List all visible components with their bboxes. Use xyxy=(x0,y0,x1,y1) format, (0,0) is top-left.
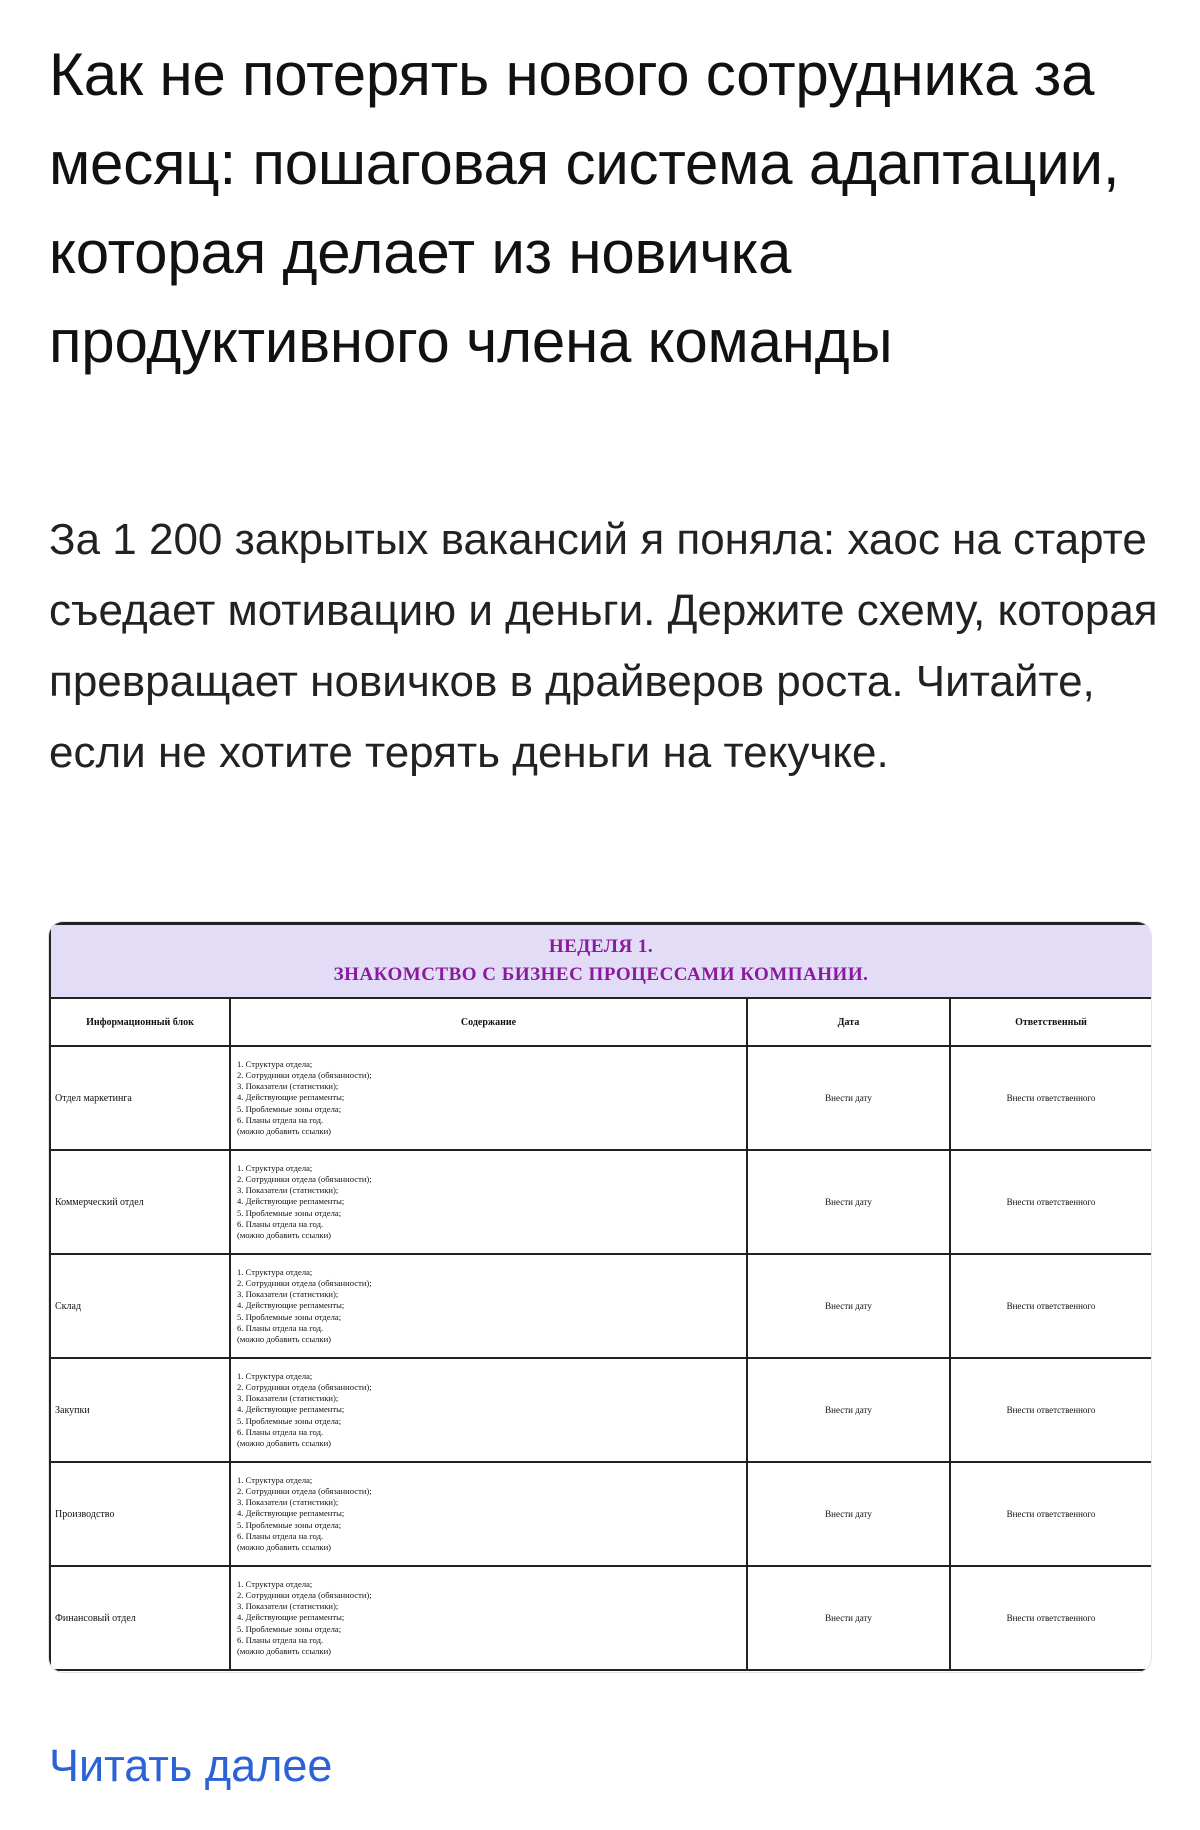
row-date: Внести дату xyxy=(747,1566,950,1670)
content-list-item: 1. Структура отдела; xyxy=(237,1578,313,1589)
row-responsible: Внести ответственного xyxy=(950,1462,1151,1566)
content-list xyxy=(231,1577,746,1659)
table-banner-row xyxy=(50,924,1151,999)
row-info-block: Закупки xyxy=(50,1358,230,1462)
content-list-item: 4. Действующие регламенты; xyxy=(237,1612,345,1623)
content-list-item: (можно добавить ссылки) xyxy=(237,1334,332,1344)
content-list-item: 6. Планы отдела на год. xyxy=(237,1634,324,1645)
row-info-block: Коммерческий отдел xyxy=(50,1150,230,1254)
row-responsible: Внести ответственного xyxy=(950,1566,1151,1670)
header-info-block: Информационный блок xyxy=(50,998,230,1046)
content-list-item: 3. Показатели (статистики); xyxy=(237,1601,339,1612)
post-image-adaptation-table[interactable] xyxy=(49,922,1151,1672)
content-list-item: 4. Действующие регламенты; xyxy=(237,1092,345,1103)
content-list-item: 1. Структура отдела; xyxy=(237,1474,313,1485)
row-content xyxy=(230,1566,747,1670)
post-title[interactable]: Как не потерять нового сотрудника за месяц: пошаговая система адаптации, которая делает из новичка продуктивного члена команды xyxy=(49,41,1120,375)
row-date: Внести дату xyxy=(747,1150,950,1254)
content-list xyxy=(231,1161,746,1243)
row-content xyxy=(230,1254,747,1358)
content-list-item: 4. Действующие регламенты; xyxy=(237,1300,345,1311)
table-row xyxy=(50,1462,1151,1566)
content-list-item: 3. Показатели (статистики); xyxy=(237,1081,339,1092)
content-list-item: 3. Показатели (статистики); xyxy=(237,1185,339,1196)
row-responsible: Внести ответственного xyxy=(950,1046,1151,1150)
content-list xyxy=(231,1369,746,1451)
content-list-item: (можно добавить ссылки) xyxy=(237,1126,332,1136)
row-info-block: Производство xyxy=(50,1462,230,1566)
row-content xyxy=(230,1462,747,1566)
content-list-item: 4. Действующие регламенты; xyxy=(237,1508,345,1519)
content-list xyxy=(231,1265,746,1347)
content-list-item: 1. Структура отдела; xyxy=(237,1266,313,1277)
table-row xyxy=(50,1254,1151,1358)
row-content xyxy=(230,1358,747,1462)
content-list-item: 6. Планы отдела на год. xyxy=(237,1218,324,1229)
row-responsible: Внести ответственного xyxy=(950,1358,1151,1462)
content-list-item: (можно добавить ссылки) xyxy=(237,1542,332,1552)
header-date: Дата xyxy=(747,998,950,1046)
content-list-item: (можно добавить ссылки) xyxy=(237,1438,332,1448)
table-row xyxy=(50,1566,1151,1670)
content-list-item: 3. Показатели (статистики); xyxy=(237,1289,339,1300)
table-row xyxy=(50,1046,1151,1150)
row-content xyxy=(230,1046,747,1150)
row-date: Внести дату xyxy=(747,1254,950,1358)
banner-week-title: НЕДЕЛЯ 1. xyxy=(548,936,654,957)
content-list-item: 5. Проблемные зоны отдела; xyxy=(237,1103,342,1114)
content-list-item: 1. Структура отдела; xyxy=(237,1370,313,1381)
header-content: Содержание xyxy=(230,998,747,1046)
content-list-item: 4. Действующие регламенты; xyxy=(237,1196,345,1207)
row-date: Внести дату xyxy=(747,1046,950,1150)
header-responsible: Ответственный xyxy=(950,998,1151,1046)
row-date: Внести дату xyxy=(747,1358,950,1462)
content-list-item: 2. Сотрудники отдела (обязанности); xyxy=(237,1173,372,1184)
content-list-item: 6. Планы отдела на год. xyxy=(237,1322,324,1333)
content-list-item: 1. Структура отдела; xyxy=(237,1162,313,1173)
content-list-item: (можно добавить ссылки) xyxy=(237,1646,332,1656)
row-responsible: Внести ответственного xyxy=(950,1150,1151,1254)
content-list-item: 2. Сотрудники отдела (обязанности); xyxy=(237,1277,372,1288)
content-list-item: 3. Показатели (статистики); xyxy=(237,1497,339,1508)
content-list-item: 6. Планы отдела на год. xyxy=(237,1426,324,1437)
content-list-item: 5. Проблемные зоны отдела; xyxy=(237,1311,342,1322)
row-date: Внести дату xyxy=(747,1462,950,1566)
banner-subtitle: ЗНАКОМСТВО С БИЗНЕС ПРОЦЕССАМИ КОМПАНИИ. xyxy=(333,964,869,985)
content-list-item: 2. Сотрудники отдела (обязанности); xyxy=(237,1381,372,1392)
read-more-link[interactable]: Читать далее xyxy=(49,1740,333,1791)
row-info-block: Склад xyxy=(50,1254,230,1358)
content-list-item: 4. Действующие регламенты; xyxy=(237,1404,345,1415)
content-list-item: 5. Проблемные зоны отдела; xyxy=(237,1415,342,1426)
content-list-item: 5. Проблемные зоны отдела; xyxy=(237,1623,342,1634)
content-list-item: 2. Сотрудники отдела (обязанности); xyxy=(237,1589,372,1600)
table-banner xyxy=(50,924,1151,999)
content-list-item: 5. Проблемные зоны отдела; xyxy=(237,1519,342,1530)
table-header-row xyxy=(50,998,1151,1046)
row-responsible: Внести ответственного xyxy=(950,1254,1151,1358)
content-list-item: 6. Планы отдела на год. xyxy=(237,1114,324,1125)
content-list-item: 2. Сотрудники отдела (обязанности); xyxy=(237,1485,372,1496)
adaptation-table xyxy=(49,922,1151,1671)
content-list-item: 2. Сотрудники отдела (обязанности); xyxy=(237,1069,372,1080)
content-list xyxy=(231,1473,746,1555)
row-content xyxy=(230,1150,747,1254)
content-list-item: (можно добавить ссылки) xyxy=(237,1230,332,1240)
content-list-item: 3. Показатели (статистики); xyxy=(237,1393,339,1404)
content-list-item: 5. Проблемные зоны отдела; xyxy=(237,1207,342,1218)
row-info-block: Отдел маркетинга xyxy=(50,1046,230,1150)
table-row xyxy=(50,1358,1151,1462)
content-list xyxy=(231,1057,746,1139)
content-list-item: 6. Планы отдела на год. xyxy=(237,1530,324,1541)
content-list-item: 1. Структура отдела; xyxy=(237,1058,313,1069)
post-lead[interactable]: За 1 200 закрытых вакансий я поняла: хаос на старте съедает мотивацию и деньги. Держите схему, которая превращает новичков в драйверов роста. Читайте, если не хотите терять деньги на текучке. xyxy=(49,515,1158,777)
table-row xyxy=(50,1150,1151,1254)
row-info-block: Финансовый отдел xyxy=(50,1566,230,1670)
